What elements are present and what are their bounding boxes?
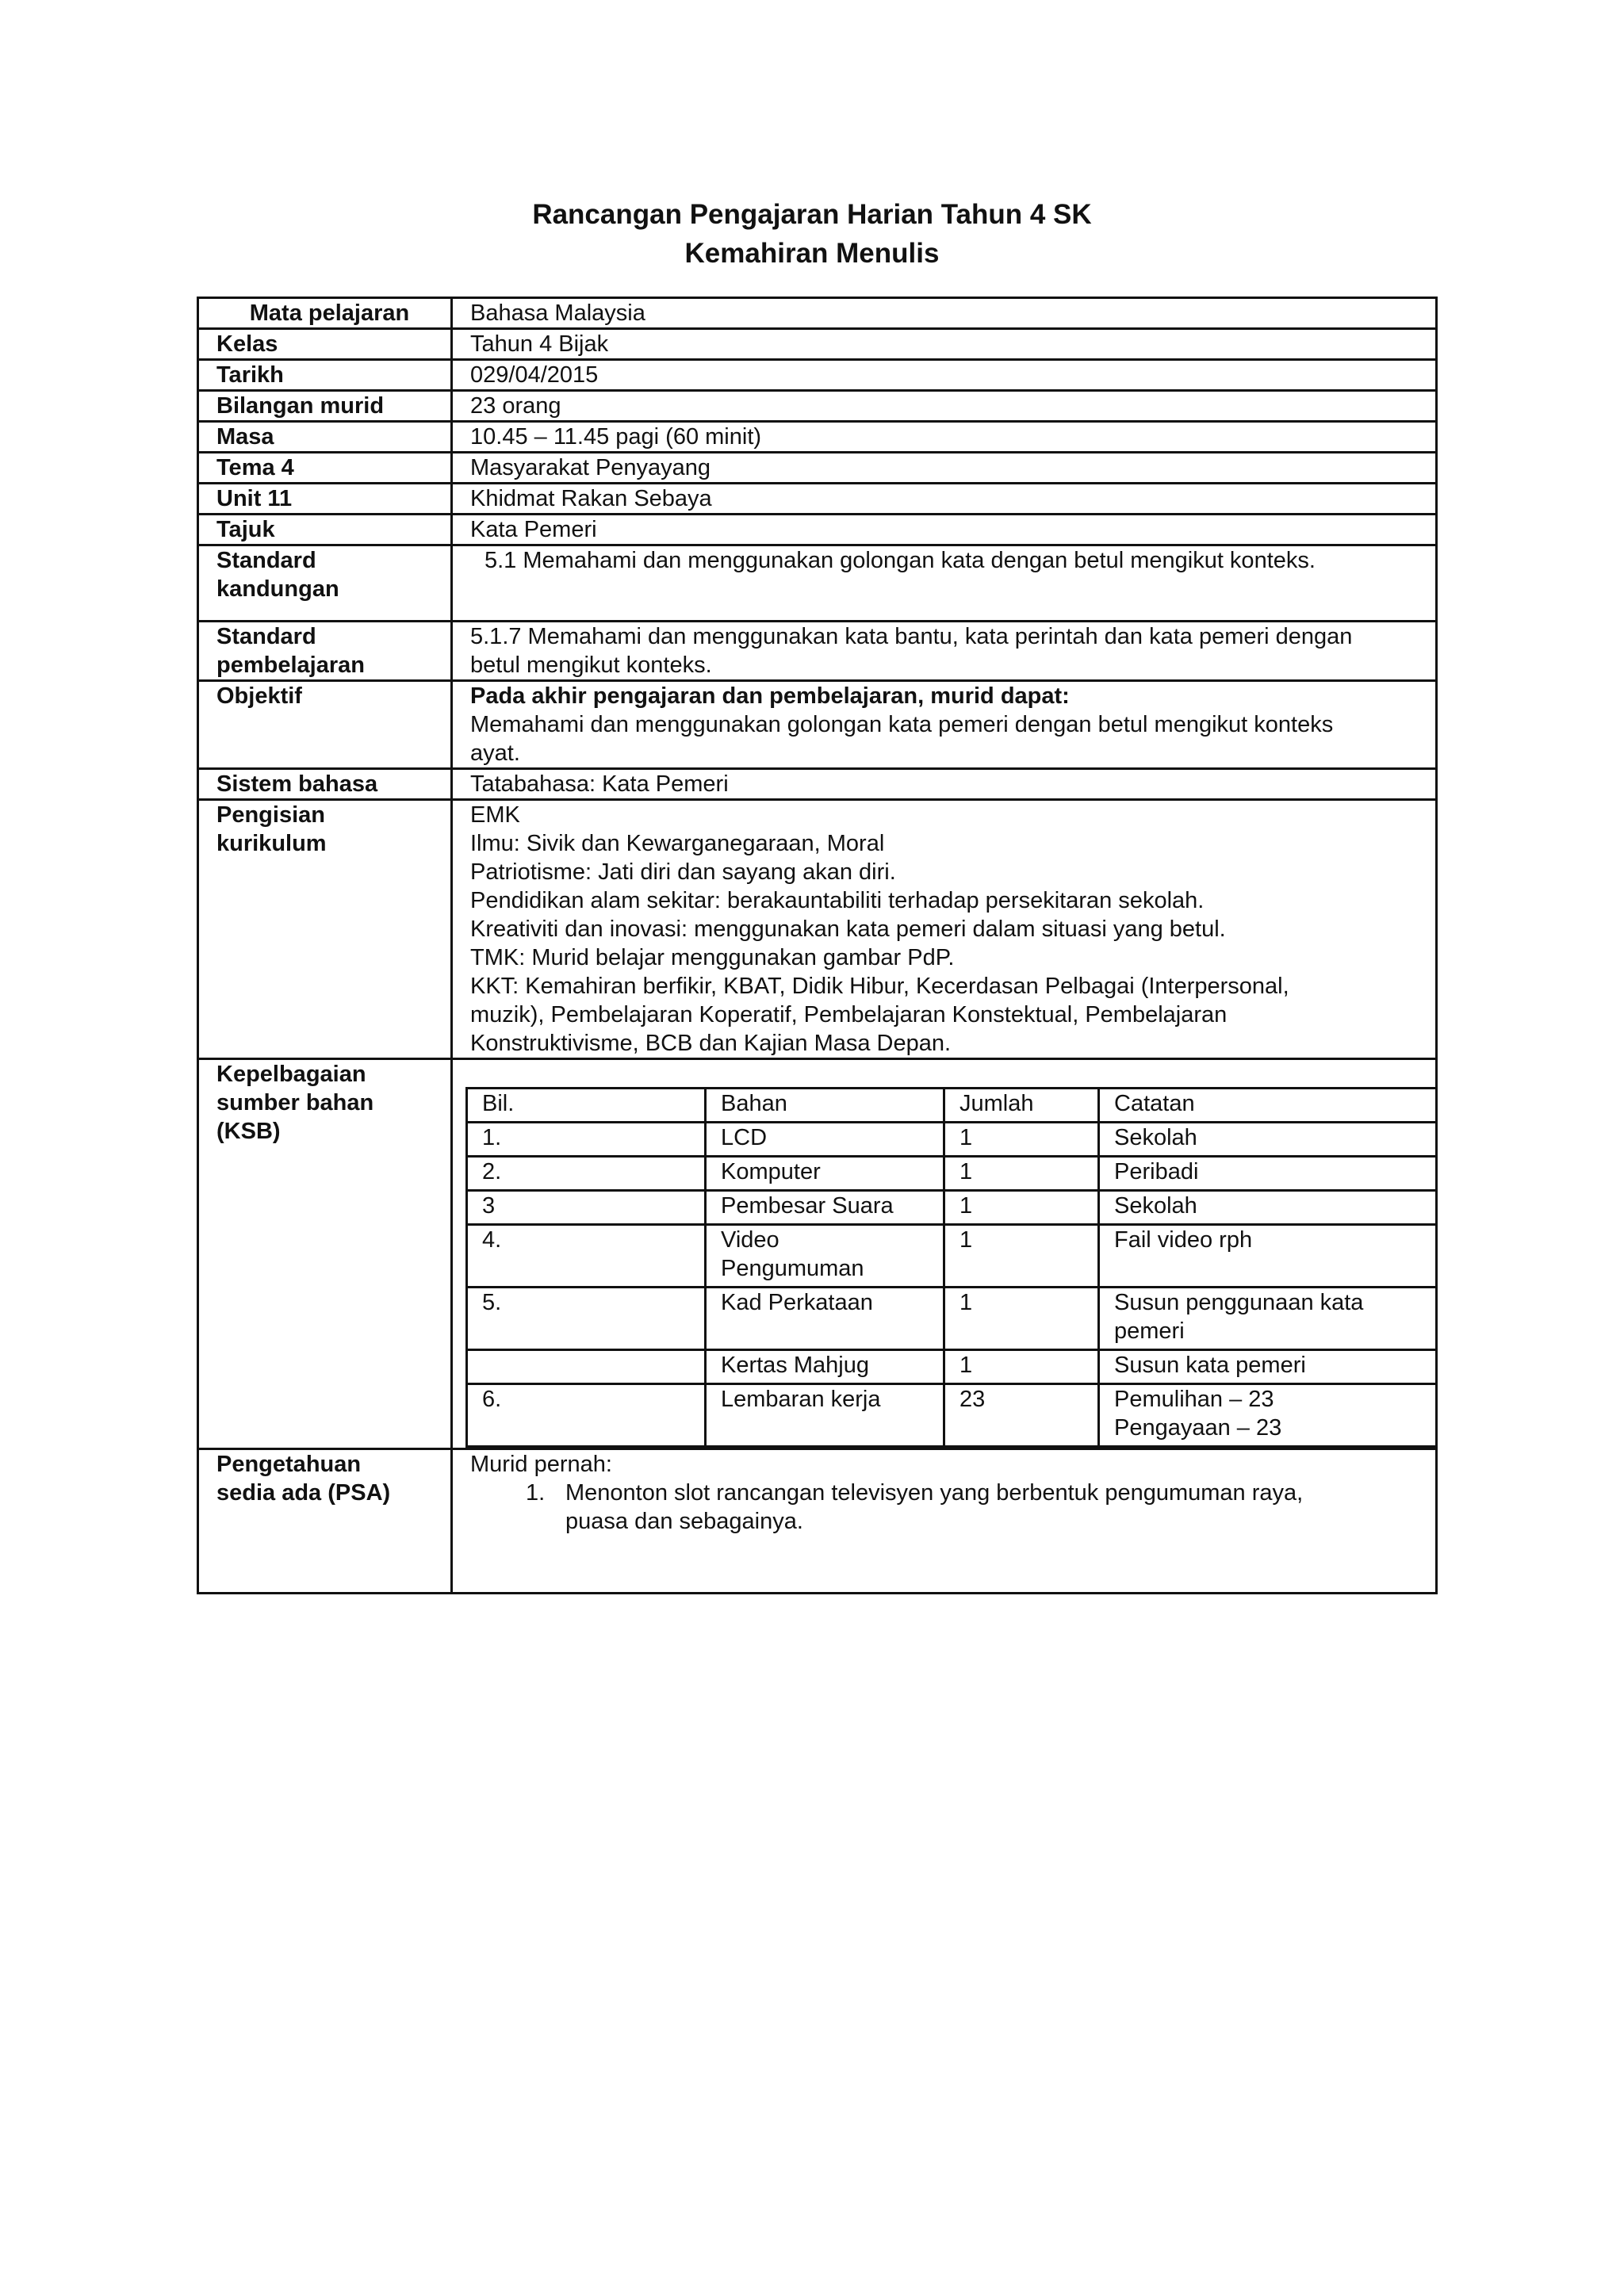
kurikulum-line: Kreativiti dan inovasi: menggunakan kata pemeri dalam situasi yang betul.	[470, 916, 1226, 942]
label-tarikh: Tarikh	[198, 360, 452, 391]
ksb-catatan-line: Pengayaan – 23	[1114, 1415, 1282, 1441]
psa-item-line: Menonton slot rancangan televisyen yang berbentuk pengumuman raya,	[565, 1480, 1304, 1506]
ksb-bil: 6.	[467, 1384, 706, 1447]
objektif-line: Memahami dan menggunakan golongan kata pemeri dengan betul mengikut konteks	[470, 712, 1334, 737]
label-ksb	[198, 1059, 452, 1449]
label-unit: Unit 11	[198, 484, 452, 515]
label-sistem-bahasa: Sistem bahasa	[198, 769, 452, 800]
kurikulum-line: Pendidikan alam sekitar: berakauntabiliti terhadap persekitaran sekolah.	[470, 888, 1205, 913]
ksb-catatan: Peribadi	[1099, 1157, 1437, 1191]
label-line: kurikulum	[216, 831, 327, 856]
ksb-bahan: LCD	[706, 1123, 944, 1157]
kurikulum-line: KKT: Kemahiran berfikir, KBAT, Didik Hibur, Kecerdasan Pelbagai (Interpersonal,	[470, 974, 1289, 999]
ksb-jumlah: 1	[944, 1350, 1099, 1384]
objektif-line: ayat.	[470, 740, 520, 766]
ksb-table	[465, 1087, 1437, 1448]
title-line-1: Rancangan Pengajaran Harian Tahun 4 SK	[532, 199, 1092, 230]
value-objektif	[452, 681, 1437, 769]
table-row	[467, 1123, 1437, 1157]
ksb-bil: 1.	[467, 1123, 706, 1157]
ksb-jumlah: 1	[944, 1191, 1099, 1225]
table-row	[467, 1288, 1437, 1350]
ksb-catatan: Sekolah	[1099, 1123, 1437, 1157]
label-standard-kandungan	[198, 545, 452, 622]
ksb-jumlah: 1	[944, 1123, 1099, 1157]
value-psa	[452, 1449, 1437, 1594]
row-tema	[198, 453, 1437, 484]
ksb-bil: 2.	[467, 1157, 706, 1191]
label-line: Pengisian	[216, 802, 325, 828]
document-title	[0, 195, 1624, 273]
label-line: Standard	[216, 624, 316, 649]
kurikulum-line: TMK: Murid belajar menggunakan gambar PdP.	[470, 945, 955, 970]
value-sistem-bahasa: Tatabahasa: Kata Pemeri	[452, 769, 1437, 800]
value-tajuk: Kata Pemeri	[452, 515, 1437, 545]
row-unit	[198, 484, 1437, 515]
ksb-catatan-line: pemeri	[1114, 1318, 1185, 1344]
table-row	[467, 1350, 1437, 1384]
title-line-2: Kemahiran Menulis	[684, 238, 940, 269]
ksb-catatan	[1099, 1384, 1437, 1447]
lesson-plan-table	[197, 297, 1438, 1594]
kurikulum-line: Patriotisme: Jati diri dan sayang akan diri.	[470, 859, 896, 885]
value-bilangan-murid: 23 orang	[452, 391, 1437, 422]
value-standard-kandungan	[452, 545, 1437, 622]
row-mata-pelajaran	[198, 298, 1437, 329]
ksb-jumlah: 1	[944, 1288, 1099, 1350]
psa-item-text	[565, 1479, 1303, 1536]
row-standard-kandungan	[198, 545, 1437, 622]
ksb-col-header: Bahan	[706, 1089, 944, 1123]
psa-intro: Murid pernah:	[470, 1452, 612, 1477]
ksb-bahan-line: Pengumuman	[721, 1256, 864, 1281]
label-line: Standard	[216, 548, 316, 573]
psa-list	[470, 1479, 1427, 1536]
row-kelas	[198, 329, 1437, 360]
ksb-col-header: Jumlah	[944, 1089, 1099, 1123]
ksb-bahan-line: Video	[721, 1227, 779, 1253]
label-standard-pembelajaran	[198, 622, 452, 681]
row-tarikh	[198, 360, 1437, 391]
kurikulum-line: EMK	[470, 802, 520, 828]
ksb-col-header: Bil.	[467, 1089, 706, 1123]
list-item	[470, 1479, 1427, 1536]
kurikulum-line: Ilmu: Sivik dan Kewarganegaraan, Moral	[470, 831, 885, 856]
table-row	[467, 1384, 1437, 1447]
value-mata-pelajaran: Bahasa Malaysia	[452, 298, 1437, 329]
kurikulum-line: muzik), Pembelajaran Koperatif, Pembelajaran Konstektual, Pembelajaran	[470, 1002, 1228, 1027]
ksb-bil	[467, 1350, 706, 1384]
row-masa	[198, 422, 1437, 453]
row-psa	[198, 1449, 1437, 1594]
label-pengisian-kurikulum	[198, 800, 452, 1059]
ksb-bahan: Lembaran kerja	[706, 1384, 944, 1447]
ksb-catatan-line: Susun penggunaan kata	[1114, 1290, 1364, 1315]
ksb-catatan	[1099, 1288, 1437, 1350]
table-row	[467, 1191, 1437, 1225]
row-ksb	[198, 1059, 1437, 1449]
ksb-bahan	[706, 1225, 944, 1288]
label-line: kandungan	[216, 576, 339, 602]
row-objektif	[198, 681, 1437, 769]
value-ksb	[452, 1059, 1437, 1449]
ksb-bahan: Komputer	[706, 1157, 944, 1191]
ksb-bil: 5.	[467, 1288, 706, 1350]
value-kelas: Tahun 4 Bijak	[452, 329, 1437, 360]
ksb-catatan: Sekolah	[1099, 1191, 1437, 1225]
row-sistem-bahasa	[198, 769, 1437, 800]
ksb-header-row	[467, 1089, 1437, 1123]
ksb-bil: 3	[467, 1191, 706, 1225]
label-line: pembelajaran	[216, 652, 365, 678]
label-kelas: Kelas	[198, 329, 452, 360]
ksb-catatan: Susun kata pemeri	[1099, 1350, 1437, 1384]
label-line: Kepelbagaian	[216, 1062, 366, 1087]
row-standard-pembelajaran	[198, 622, 1437, 681]
ksb-bil: 4.	[467, 1225, 706, 1288]
standard-pembelajaran-line: betul mengikut konteks.	[470, 652, 712, 678]
label-masa: Masa	[198, 422, 452, 453]
value-unit: Khidmat Rakan Sebaya	[452, 484, 1437, 515]
standard-pembelajaran-line: 5.1.7 Memahami dan menggunakan kata bantu, kata perintah dan kata pemeri dengan	[470, 624, 1353, 649]
row-bilangan-murid	[198, 391, 1437, 422]
psa-item-number: 1.	[526, 1480, 546, 1506]
ksb-catatan: Fail video rph	[1099, 1225, 1437, 1288]
value-tema: Masyarakat Penyayang	[452, 453, 1437, 484]
ksb-jumlah: 23	[944, 1384, 1099, 1447]
ksb-bahan: Pembesar Suara	[706, 1191, 944, 1225]
row-tajuk	[198, 515, 1437, 545]
psa-item-line: puasa dan sebagainya.	[565, 1509, 803, 1534]
label-bilangan-murid: Bilangan murid	[198, 391, 452, 422]
label-line: Pengetahuan	[216, 1452, 362, 1477]
ksb-jumlah: 1	[944, 1225, 1099, 1288]
label-tema: Tema 4	[198, 453, 452, 484]
standard-kandungan-text: 5.1 Memahami dan menggunakan golongan kata dengan betul mengikut konteks.	[485, 548, 1316, 573]
ksb-jumlah: 1	[944, 1157, 1099, 1191]
table-row	[467, 1225, 1437, 1288]
value-standard-pembelajaran	[452, 622, 1437, 681]
objektif-heading: Pada akhir pengajaran dan pembelajaran, murid dapat:	[470, 683, 1070, 709]
row-pengisian-kurikulum	[198, 800, 1437, 1059]
label-line: sedia ada (PSA)	[216, 1480, 391, 1506]
table-row	[467, 1157, 1437, 1191]
kurikulum-line: Konstruktivisme, BCB dan Kajian Masa Depan.	[470, 1031, 952, 1056]
label-line: (KSB)	[216, 1119, 281, 1144]
ksb-catatan-line: Pemulihan – 23	[1114, 1387, 1274, 1412]
ksb-bahan: Kad Perkataan	[706, 1288, 944, 1350]
value-tarikh: 029/04/2015	[452, 360, 1437, 391]
label-mata-pelajaran: Mata pelajaran	[198, 298, 452, 329]
ksb-col-header: Catatan	[1099, 1089, 1437, 1123]
label-psa	[198, 1449, 452, 1594]
ksb-bahan: Kertas Mahjug	[706, 1350, 944, 1384]
value-pengisian-kurikulum	[452, 800, 1437, 1059]
value-masa: 10.45 – 11.45 pagi (60 minit)	[452, 422, 1437, 453]
label-objektif: Objektif	[198, 681, 452, 769]
label-tajuk: Tajuk	[198, 515, 452, 545]
label-line: sumber bahan	[216, 1090, 374, 1115]
